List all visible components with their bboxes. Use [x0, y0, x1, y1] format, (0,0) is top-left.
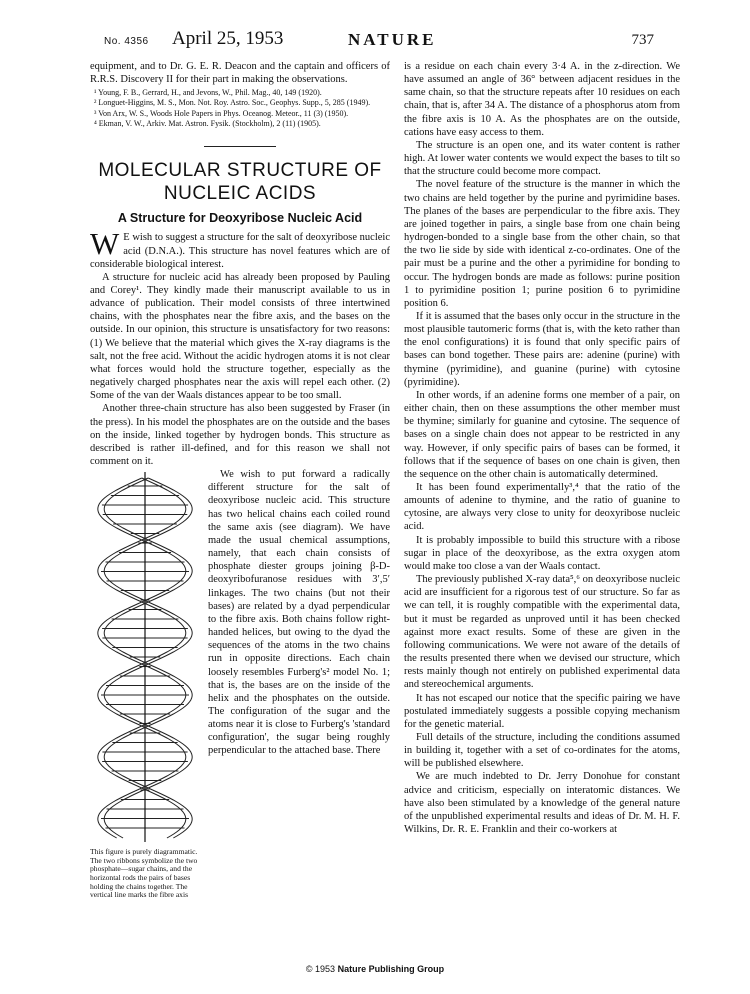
paragraph	[90, 226, 390, 270]
paragraph-text: E wish to suggest a structure for the salt of deoxyribose nucleic acid (D.N.A.). This structure has novel features which are of considerable biological interest.	[90, 232, 390, 270]
references	[90, 88, 390, 128]
paragraph: The novel feature of the structure is the manner in which the two chains are held together by the purine and pyrimidine bases. The planes of the bases are perpendicular to the fibre axis. They are joined together in pairs, a single base from one chain being hydrogen-bonded to a single base from the other chain, so that the two lie side by side with identical z-co-ordinates. One of the pair must be a purine and the other a pyrimidine for bonding to occur. The hydrogen bonds are made as follows: purine position 1 to pyrimidine position 1; purine position 6 to pyrimidine position 6.	[404, 179, 680, 309]
double-helix-diagram	[90, 472, 200, 844]
issue-number: No. 4356	[104, 36, 149, 47]
drop-cap: W	[90, 226, 120, 262]
paragraph: The previously published X-ray data⁵,⁶ on deoxyribose nucleic acid are insufficient for a rigorous test of our structure. So far as we can tell, it is roughly compatible with the experimental data, but it must be regarded as unproved until it has been checked against more exact results. Some of these are given in the following communications. We were not aware of the details of the results presented there when we devised our structure, which rests mainly though not entirely on published experimental data and stereochemical arguments.	[404, 574, 680, 691]
paragraph: We wish to put forward a radically different structure for the salt of deoxyribose nucleic acid. This structure has two helical chains each coiled round the same axis (see diagram). We have made the usual chemical assumptions, namely, that each chain consists of phosphate diester groups joining β-D-deoxyribofuranose residues with 3′,5′ linkages. The two chains (but not their bases) are related by a dyad perpendicular to the fibre axis. Both chains follow right-handed helices, but owing to the dyad the sequences of the atoms in the two chains run in opposite directions. Each chain loosely resembles Furberg's² model No. 1; that is, the bases are on the inside of the helix and the phosphates on the outside. The configuration of the sugar and the atoms near it is close to Furberg's 'standard configuration', the sugar being roughly perpendicular to the attached base. There	[208, 469, 390, 757]
paragraph: Full details of the structure, including the conditions assumed in building it, together with a set of co-ordinates for the atoms, will be published elsewhere.	[404, 731, 680, 770]
article-subtitle: A Structure for Deoxyribose Nucleic Acid	[117, 211, 363, 226]
paragraph: It has been found experimentally³,⁴ that the ratio of the amounts of adenine to thymine, and the ratio of guanine to cytosine, are always very close to unity for deoxyribose nucleic acid.	[404, 482, 680, 533]
paragraph: In other words, if an adenine forms one member of a pair, on either chain, then on these assumptions the other member must be thymine; similarly for guanine and cytosine. The sequence of bases on a single chain does not appear to be restricted in any way. However, if only specific pairs of bases can be formed, it follows that if the sequence of bases on one chain is given, then the sequence on the other chain is automatically determined.	[404, 389, 680, 480]
reference-item: ⁴ Ekman, V. W., Arkiv. Mat. Astron. Fysik. (Stockholm), 2 (11) (1905).	[94, 118, 321, 128]
section-divider	[204, 146, 276, 147]
page-footer	[0, 964, 750, 974]
paragraph: It is probably impossible to build this structure with a ribose sugar in place of the deoxyribose, as the extra oxygen atom would make too close a van der Waals contact.	[404, 534, 680, 572]
page-header	[104, 28, 654, 54]
right-column	[404, 60, 680, 836]
article-title	[90, 159, 390, 205]
article-title-line: NUCLEIC ACIDS	[163, 183, 317, 205]
paragraph: We are much indebted to Dr. Jerry Donohue for constant advice and criticism, especially on interatomic distances. We have also been stimulated by a knowledge of the general nature of the unpublished experimental results and ideas of Dr. M. H. F. Wilkins, Dr. R. E. Franklin and their co-workers at	[404, 771, 680, 836]
paragraph: Another three-chain structure has also been suggested by Fraser (in the press). In his model the phosphates are on the outside and the bases on the inside, linked together by hydrogen bonds. This structure as described is rather ill-defined, and for this reason we shall not comment on it.	[90, 403, 390, 467]
paragraph: is a residue on each chain every 3·4 A. in the z-direction. We have assumed an angle of 36° between adjacent residues in the same chain, so that the structure repeats after 10 residues on each chain, that is, after 34 A. The distance of a phosphorus atom from the fibre axis is 10 A. As the phosphates are on the outside, cations have easy access to them.	[404, 61, 680, 138]
issue-date: April 25, 1953	[172, 28, 284, 49]
paragraph: A structure for nucleic acid has already been proposed by Pauling and Corey¹. They kindly made their manuscript available to us in advance of publication. Their model consists of three intertwined chains, with the phosphates near the fibre axis, and the bases on the outside. In our opinion, this structure is unsatisfactory for two reasons: (1) We believe that the material which gives the X-ray diagrams is the salt, not the free acid. Without the acidic hydrogen atoms it is not clear what forces would hold the structure together, especially as the negatively charged phosphates near the axis will repel each other. (2) Some of the van der Waals distances appear to be too small.	[90, 271, 390, 402]
paragraph: It has not escaped our notice that the specific pairing we have postulated immediately suggests a possible copying mechanism for the genetic material.	[404, 692, 680, 730]
reference-item: ² Longuet-Higgins, M. S., Mon. Not. Roy. Astro. Soc., Geophys. Supp., 5, 285 (1949).	[94, 98, 371, 108]
article-title-line: MOLECULAR STRUCTURE OF	[98, 160, 382, 182]
publisher-name: Nature Publishing Group	[337, 964, 445, 974]
left-column	[90, 60, 390, 932]
page-number: 737	[631, 32, 654, 48]
reference-item: ¹ Young, F. B., Gerrard, H., and Jevons, W., Phil. Mag., 40, 149 (1920).	[94, 88, 322, 98]
paragraph: The structure is an open one, and its water content is rather high. At lower water contents we would expect the bases to tilt so that the structure could become more compact.	[404, 139, 680, 178]
copyright-notice: © 1953	[305, 964, 336, 974]
journal-name: NATURE	[348, 30, 437, 49]
previous-article-end: equipment, and to Dr. G. E. R. Deacon and the captain and officers of R.R.S. Discovery II for their part in making the observations.	[90, 61, 390, 86]
double-helix-figure	[90, 472, 200, 932]
reference-item: ³ Von Arx, W. S., Woods Hole Papers in Phys. Oceanog. Meteor., 11 (3) (1950).	[94, 108, 349, 118]
figure-caption: This figure is purely diagrammatic. The two ribbons symbolize the two phosphate—sugar chains, and the horizontal rods the pairs of bases holding the chains together. The vertical line marks the fibre axis	[90, 847, 198, 900]
paragraph: If it is assumed that the bases only occur in the structure in the most plausible tautomeric forms (that is, with the keto rather than the enol configurations) it is found that only specific pairs of bases can bond together. These pairs are: adenine (purine) with thymine (pyrimidine), and guanine (purine) with cytosine (pyrimidine).	[404, 310, 680, 388]
